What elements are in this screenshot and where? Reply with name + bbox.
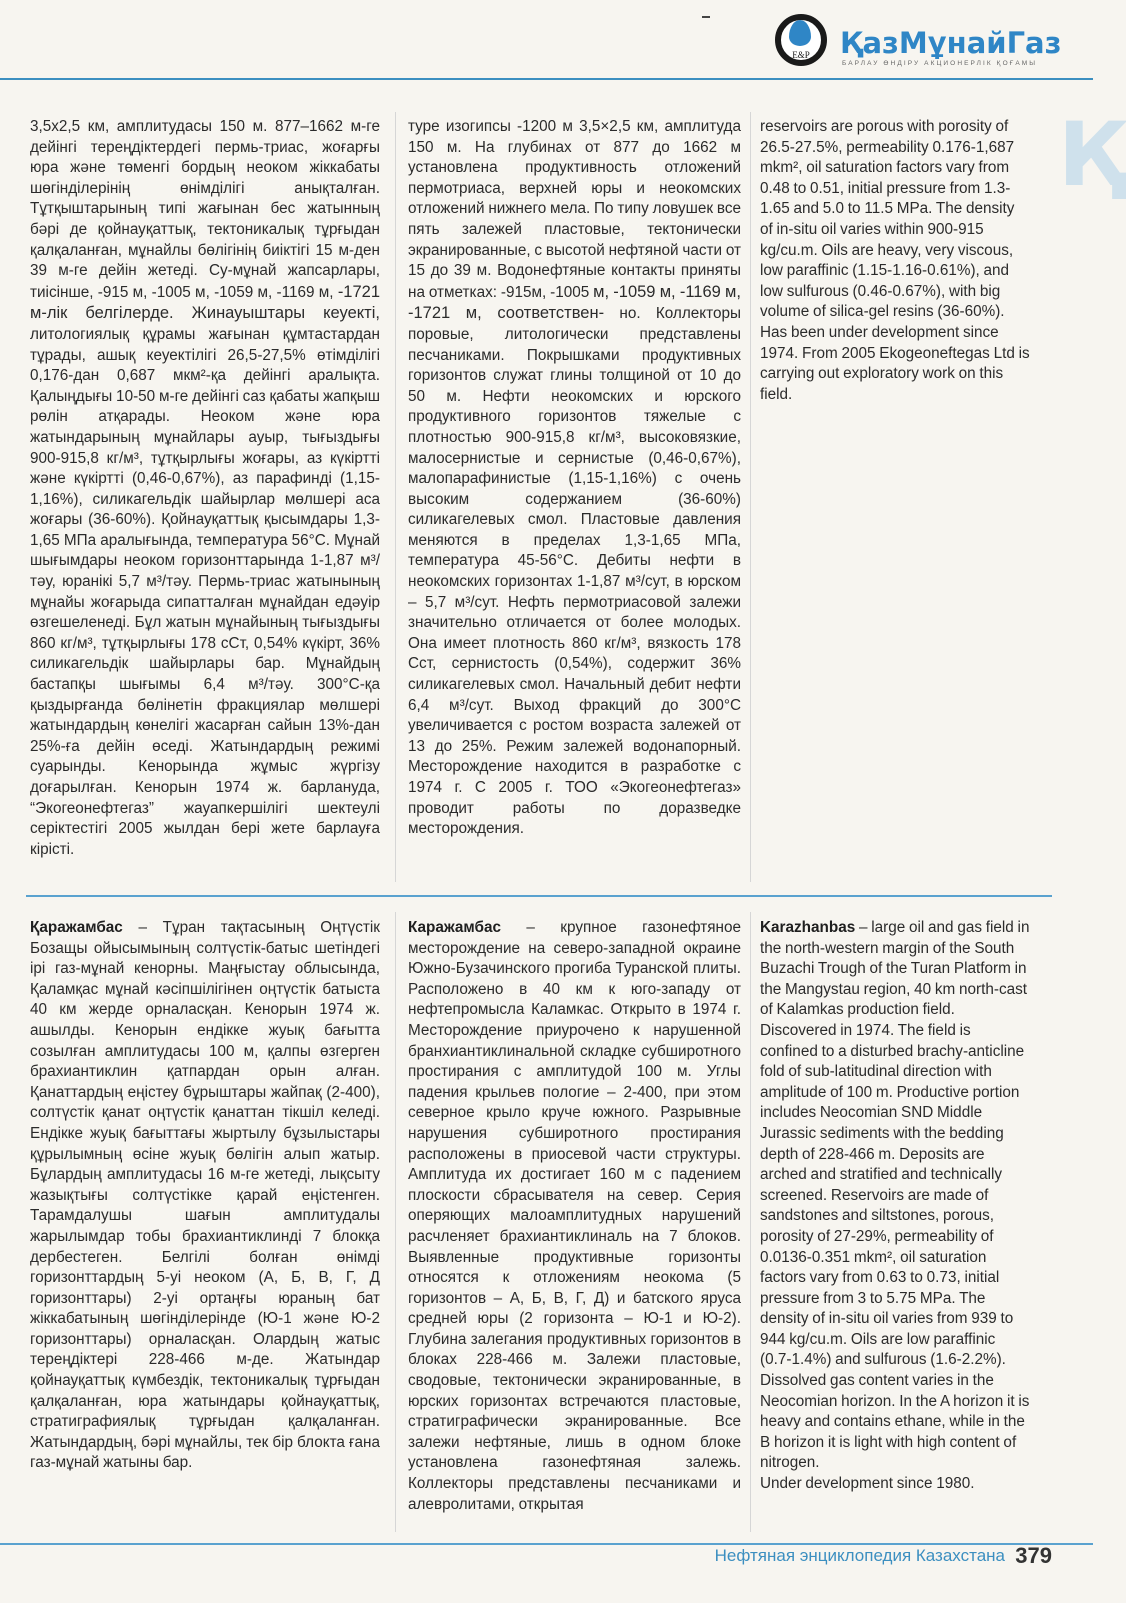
page-number: 379 [1015,1543,1052,1568]
scan-mark [702,16,710,18]
entry-body: – large oil and gas field in the north-western margin of the South Buzachi Trough of the Turan Platform in the Mangystau region, 40 km north-cast of Kalamkas production field. Discovered in 1974. The field is confined to a disturbed brachy-anticline fold of sub-latitudinal direction with amplitude of 100 m. Productive portion includes Neocomian SND Middle Jurassic sediments with the bedding depth of 228-466 m. Deposits are arched and stratified and technically screened. Reservoirs are made of sandstones and siltstones, porous, porosity of 27-29%, permeability of 0.0136-0.351 mkm², oil saturation factors vary from 0.63 to 0.73, initial pressure from 3 to 5.75 MPa. The density of in-situ oil varies from 939 to 944 kg/cu.m. Oils are low paraffinic (0.7-1.4%) and sulfurous (1.6-2.2%). Dissolved gas content varies in the Neocomian horizon. In the A horizon it is heavy and contains ethane, while in the B horizon it is light with high content of nitrogen. [760,919,1030,1472]
karazhanbas-kazakh-article [30,918,380,1474]
entry-body: – крупное газонефтяное месторождение на северо-западной окраине Южно-Бузачинского прогиба Туранской плиты. Расположено в 40 км к юго-западу от нефтепромысла Каламкас. Открыто в 1974 г. Месторождение приурочено к нарушенной бранхиантиклинальной складке субширотного простирания с амплитудой 100 м. Углы падения крыльев пологие – 2-400, при этом северное крыло круче южного. Разрывные нарушения субширотного простирания расположены в приосевой части структуры. Амплитуда их достигает 160 м с падением плоскости сбрасывателя на север. Серия оперяющих малоамплитудных нарушений расчленяет брахиантиклиналь на 7 блоков. Выявленные продуктивные горизонты относятся к отложениям неокома (5 горизонтов – А, Б, В, Г, Д) и батского яруса средней юры (2 горизонта – Ю-1 и Ю-2). Глубина залегания продуктивных горизонтов в блоках 228-466 м. Залежи пластовые, сводовые, тектонически экранированные, в юрских горизонтах встречаются пластовые, стратиграфически экранированные. Все залежи нефтяные, лишь в одном блоке установлена газонефтяная залежь. Коллекторы представлены песчаниками и алевролитами, открытая [408,919,741,1513]
entry-body: – Тұран тақтасының Оңтүстік Бозащы ойысымының солтүстік-батыс шетіндегі ірі газ-мұнай кенорны. Маңғыстау облысында, Қаламқас мұнай кәсіпшілігінен оңтүстік батыста 40 км жерде орналасқан. Кенорын 1974 ж. ашылды. Кенорын ендікке жуық бағытта созылған амплитудасы 100 м, қалпы өзгерген брахиантиклин қатпардан орын алған. Қанаттардың еңістеу бұрыштары жайпақ (2-400), солтүстік қанат оңтүстік қанаттан тікшіл келеді. Ендікке жуық бағыттағы жыртылу бұзылыстары құрылымның өсіне жуық бөлігін алып жатыр. Бұлардың амплитудасы 16 м-ге жетеді, лықсыту жазықтығы солтүстікке қарай еңістенген. Тарамдалушы шағын амплитудалы жарылымдар тобы брахиантиклинді 7 блокқа дербестеген. Белгілі болған өнімді горизонттардың 5-уі неоком (А, Б, В, Г, Д горизонттары) 2-уі ортаңғы юраның бат жіккабатының шөгінділерінде (Ю-1 және Ю-2 горизонттары) орналасқан. Олардың жатыс тереңдіктері 228-466 м-де. Жатындар қойнауқаттық күмбездік, тектоникалық тұрғыдан қалқаланған, юра жатындары қойнауқаттық, стратиграфиялық тұрғыдан қалқаланған. Жатындардың, бәрі мұнайлы, тек бір блокта ғана газ-мұнай жатыны бар. [30,919,380,1472]
logo-badge: E&P [792,50,810,60]
page-header [0,0,1093,82]
top-russian-column [408,117,741,840]
paragraph-text: туре изогипсы -1200 м 3,5×2,5 км, амплитуда 150 м. На глубинах от 877 до 1662 м установлена продуктивность отложений пермотриаса, верхней юры и неокомских отложений нижнего мела. По типу ловушек все пять залежей пластовые, тектонически экранированные, с высотой нефтяной части от 15 до 39 м. Водонефтяные контакты приняты на отметках: -915м, -1005 [408,118,741,301]
oil-drop-icon [789,20,811,46]
column-divider [395,112,396,882]
column-divider [750,112,751,882]
column-divider [750,912,751,1532]
column-divider [395,912,396,1532]
top-kazakh-column [30,117,380,860]
entry-tail: Under development since 1980. [760,1475,975,1493]
paragraph-text: литологиялық құрамы жағынан құмтастардан тұрады, ашық кеуектілігі 26,5-27,5% өтімділігі 0,176-дан 0,687 мкм²-қа дейінгі аралықта. Қалыңдығы 10-50 м-ге дейінгі саз қабаты жапқыш рөлін атқарады. Неоком және юра жатындарының мұнайлары ауыр, тығыздығы 900-915,8 кг/м³, тұтқырлығы жоғары, аз күкіртті және күкіртті (0,46-0,67%), аз парафинді (1,15-1,16%), силикагельдік шайырлар мөлшері аса жоғары (36-60%). Қойнауқаттық қысымдары 1,3-1,65 МПа аралығында, температура 56°С. Мұнай шығымдары неоком горизонттарында 1-1,87 м³/тәу, юранікі 5,7 м³/тәу. Пермь-триас жатынының мұнайы жоғарыда сипатталған мұнайдан едәуір өзгешеленеді. Бұл жатын мұнайының тығыздығы 860 кг/м³, тұтқырлығы 178 сСт, 0,54% күкірт, 36% силикагельдік шайырлары бар. Мұнайдың бастапқы шығымы 6,4 м³/тәу. 300°С-қа қыздырғанда бөлінетін фракциялар мөлшері жатындардың көнелігі жасарған сайын 13%-дан 25%-ға дейін өседі. Жатындардың режимі суарынды. Кенорында жұмыс жүргізу доғарылған. Кенорын 1974 ж. барлануда, “Экогеонефтегаз” жауапкершілігі шектеулі серіктестігі 2005 жылдан бері жете барлауға кірісті. [30,325,380,858]
paragraph-text: м, -1059 м, -1169 м, -1721 м, соответствен- [408,282,741,323]
entry-title: Қаражамбас [30,919,123,936]
paragraph-text: но. Коллекторы поровые, литологически представлены песчаниками. Покрышками продуктивных горизонтов служат глины толщиной от 10 до 50 м. Нефти неокомских и юрского продуктивного горизонтов тяжелые с плотностью 900-915,8 кг/м³, высоковязкие, малосернистые и сернистые (0,46-0,67%), малопарафинистые (1,15-1,16%) с очень высоким содержанием (36-60%) силикагелевых смол. Пластовые давления меняются в пределах 1,3-1,65 МПа, температура 45-56°С. Дебиты нефти в неокомских горизонтах 1-1,87 м³/сут, в юрском – 5,7 м³/сут. Нефть пермотриасовой залежи значительно отличается от более молодых. Она имеет плотность 860 кг/м³, вязкость 178 Сст, сернистость (0,54%), содержит 36% силикагелевых смол. Начальный дебит нефти 6,4 м³/сут. Выход фракций до 300°С увеличивается с ростом возраста залежей от 13 до 25%. Режим залежей водонапорный. Месторождение находится в разработке с 1974 г. С 2005 г. ТОО «Экогеонефтегаз» проводит работы по доразведке месторождения. [408,305,742,838]
paragraph-text: volume of silica-gel resins (36-60%). [760,303,1005,321]
entry-title: Karazhanbas [760,919,856,936]
karazhanbas-russian-article [408,918,741,1515]
section-edge-letter: Қ [1058,103,1126,206]
header-divider [0,78,1093,80]
section-divider [26,895,1052,897]
footer-divider [0,1543,1093,1545]
karazhanbas-english-article [760,918,1030,1495]
paragraph-text: 3,5x2,5 км, амплитудасы 150 м. 877–1662 м-ге дейінгі тереңдіктердегі пермь-триас, жоғарғы юра және төменгі бордың неоком жіккабаты шөгінділерінің өнімділігі анықталған. Тұтқыштарының типі жағынан бес жатынның бәрі де қойнауқаттық, тектоникалық тұрғыдан қалқаланған, мұнайлы бөлігінің биіктігі 15 м-ден 39 м-ге дейін жетеді. Су-мұнай жапсарлары, тиісінше, -915 м, -1005 м, -1059 м, -1169 м, [30,118,380,301]
publication-title: Нефтяная энциклопедия Казахстана [714,1546,1005,1565]
top-english-column [760,117,1030,405]
company-subtitle: БАРЛАУ ӨНДІРУ АКЦИОНЕРЛІК ҚОҒАМЫ [842,60,1038,67]
company-name: ҚазМұнайГаз [840,26,1062,60]
entry-title: Каражамбас [408,919,501,936]
paragraph-text: reservoirs are porous with porosity of 26.5-27.5%, permeability 0.176-1,687 mkm², oil saturation factors vary from 0.48 to 0.51, initial pressure from 1.3-1.65 and 5.0 to 11.5 MPa. The density of in-situ oil varies within 900-915 kg/cu.m. Oils are heavy, very viscous, low paraffinic (1.15-1.16-0.61%), and low sulfurous (0.46-0.67%), with big [760,118,1015,300]
paragraph-text: -1721 м-лік белгілерде. Жинауыштары кеуекті, [30,282,381,323]
paragraph-text: Has been under development since 1974. From 2005 Ekogeoneftegas Ltd is carrying out exploratory work on this field. [760,323,1030,403]
